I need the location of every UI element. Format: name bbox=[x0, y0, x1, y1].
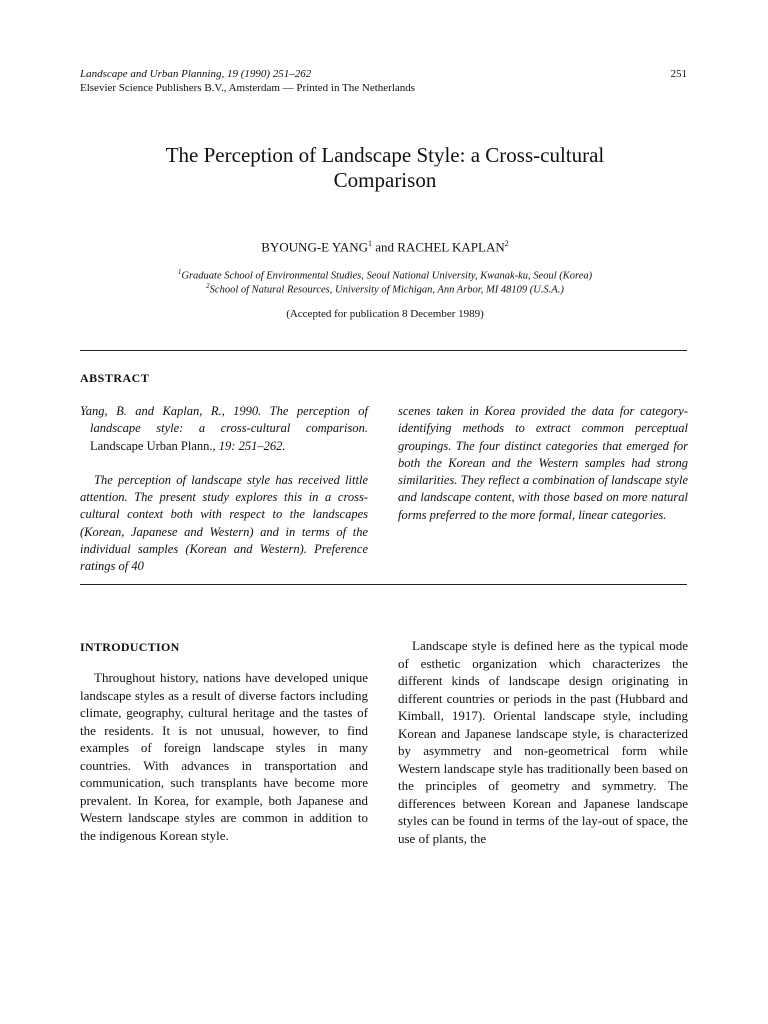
author-1: BYOUNG-E YANG bbox=[261, 239, 368, 255]
reference-volume: 19: 251–262. bbox=[218, 438, 286, 453]
author-2-mark: 2 bbox=[504, 239, 509, 248]
author-line bbox=[80, 236, 690, 255]
author-1-mark: 1 bbox=[367, 239, 372, 248]
title-line-1: The Perception of Landscape Style: a Cross-cultural bbox=[165, 143, 605, 167]
intro-left-column bbox=[80, 669, 368, 844]
abstract-right-column bbox=[398, 403, 688, 524]
running-header bbox=[80, 67, 687, 95]
abstract-heading: ABSTRACT bbox=[80, 371, 150, 385]
acceptance-note: (Accepted for publication 8 December 1989) bbox=[286, 308, 484, 320]
affiliation-1-text: Graduate School of Environmental Studies, Seoul National University, Kwanak-ku, Seoul (Korea) bbox=[181, 270, 593, 282]
intro-paragraph-right: Landscape style is defined here as the typical mode of esthetic organization which characterizes the different kinds of landscape design originating in different countries or periods in the past (Hubbard and Kimball, 1917). Oriental landscape style, including Korean and Japanese landscape style, is characterized by asymmetry and non-geometrical form while Western landscape style has traditionally been based on the principles of geometry and symmetry. The differences between Korean and Japanese landscape styles can be found in terms of the lay-out of space, the use of plants, the bbox=[398, 638, 688, 846]
affiliation-2-mark: 2 bbox=[206, 282, 210, 290]
abstract-left-column bbox=[80, 403, 368, 576]
reference-journal: Landscape Urban Plann., bbox=[90, 438, 216, 453]
reference-authors: Yang, B. and Kaplan, R., 1990. The perception of landscape style: a cross-cultural comparison. bbox=[80, 404, 368, 436]
affiliation-1-mark: 1 bbox=[177, 268, 182, 276]
top-divider bbox=[80, 350, 687, 351]
intro-right-column bbox=[398, 637, 688, 847]
article-title bbox=[80, 143, 690, 193]
author-conjunction: and bbox=[375, 239, 395, 255]
page-number: 251 bbox=[670, 68, 687, 80]
introduction-heading: INTRODUCTION bbox=[80, 640, 180, 654]
author-2: RACHEL KAPLAN bbox=[397, 239, 505, 255]
publisher-line: Elsevier Science Publishers B.V., Amsterdam — Printed in The Netherlands bbox=[80, 82, 416, 94]
abstract-paragraph-right: scenes taken in Korea provided the data for category-identifying methods to extract common perceptual groupings. The four distinct categories that emerged for both the Korean and the Western samples had strong similarities. They reflect a combination of landscape style and landscape content, with those based on more natural forms preferred to the more formal, linear categories. bbox=[398, 404, 688, 522]
affiliation-2 bbox=[80, 279, 690, 298]
abstract-paragraph-left: The perception of landscape style has received little attention. The present study explores this in a cross-cultural context both with respect to the landscapes (Korean, Japanese and Western) and in terms of the individual samples (Korean and Western). Preference ratings of 40 bbox=[80, 472, 368, 574]
bottom-divider bbox=[80, 584, 687, 585]
abstract-reference bbox=[80, 403, 368, 455]
intro-paragraph-left: Throughout history, nations have developed unique landscape styles as a result of diverse factors including climate, geography, cultural heritage and the tastes of the residents. It is not unusual, however, to find examples of foreign landscape styles in many countries. With advances in transportation and communication, such transplants have become more prevalent. In Korea, for example, both Japanese and Western landscape styles are common in addition to the indigenous Korean style. bbox=[80, 670, 368, 843]
journal-citation: Landscape and Urban Planning, 19 (1990) 251–262 bbox=[80, 68, 312, 80]
affiliation-2-text: School of Natural Resources, University of Michigan, Ann Arbor, MI 48109 (U.S.A.) bbox=[209, 284, 564, 296]
title-line-2: Comparison bbox=[333, 168, 437, 192]
